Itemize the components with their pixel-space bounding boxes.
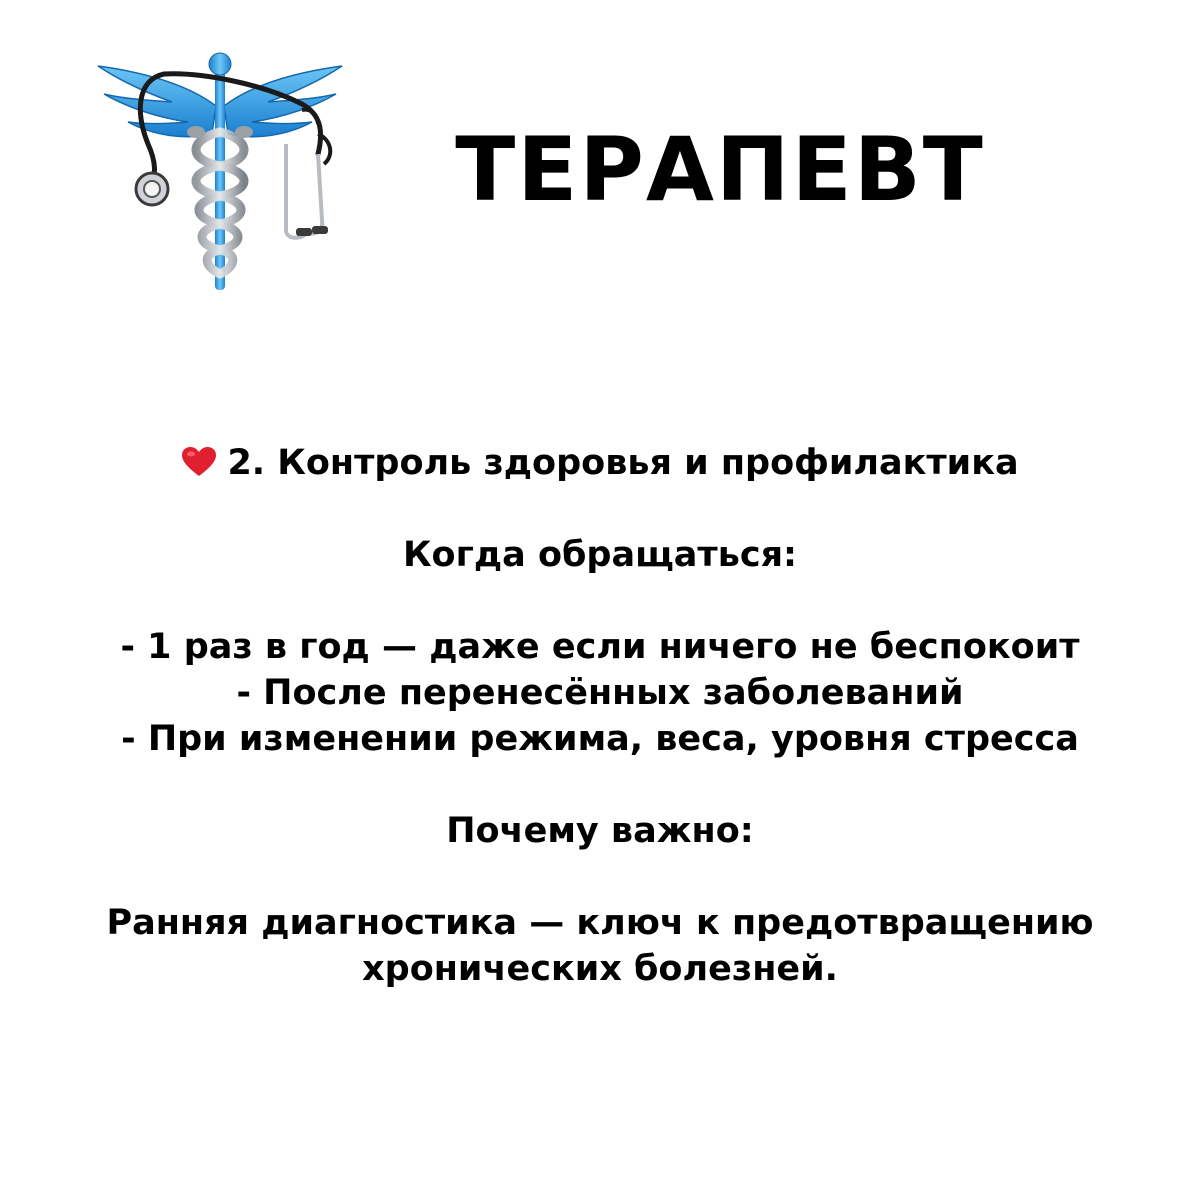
when-label: Когда обращаться: [402, 535, 798, 575]
info-section [40, 440, 1160, 992]
caduceus-stethoscope-icon [92, 44, 348, 294]
heart-icon [181, 444, 217, 476]
list-item: - 1 раз в год — даже если ничего не беспокоит [120, 627, 1080, 667]
list-item: - При изменении режима, веса, уровня стресса [121, 719, 1079, 759]
why-text-line: Ранняя диагностика — ключ к предотвращению [106, 903, 1094, 943]
section-heading: 2. Контроль здоровья и профилактика [227, 443, 1019, 483]
page-title: ТЕРАПЕВТ [455, 118, 985, 221]
list-item: - После перенесённых заболеваний [236, 673, 964, 713]
why-text-line: хронических болезней. [362, 949, 838, 989]
why-label: Почему важно: [446, 811, 754, 851]
section-heading-line [40, 440, 1160, 486]
